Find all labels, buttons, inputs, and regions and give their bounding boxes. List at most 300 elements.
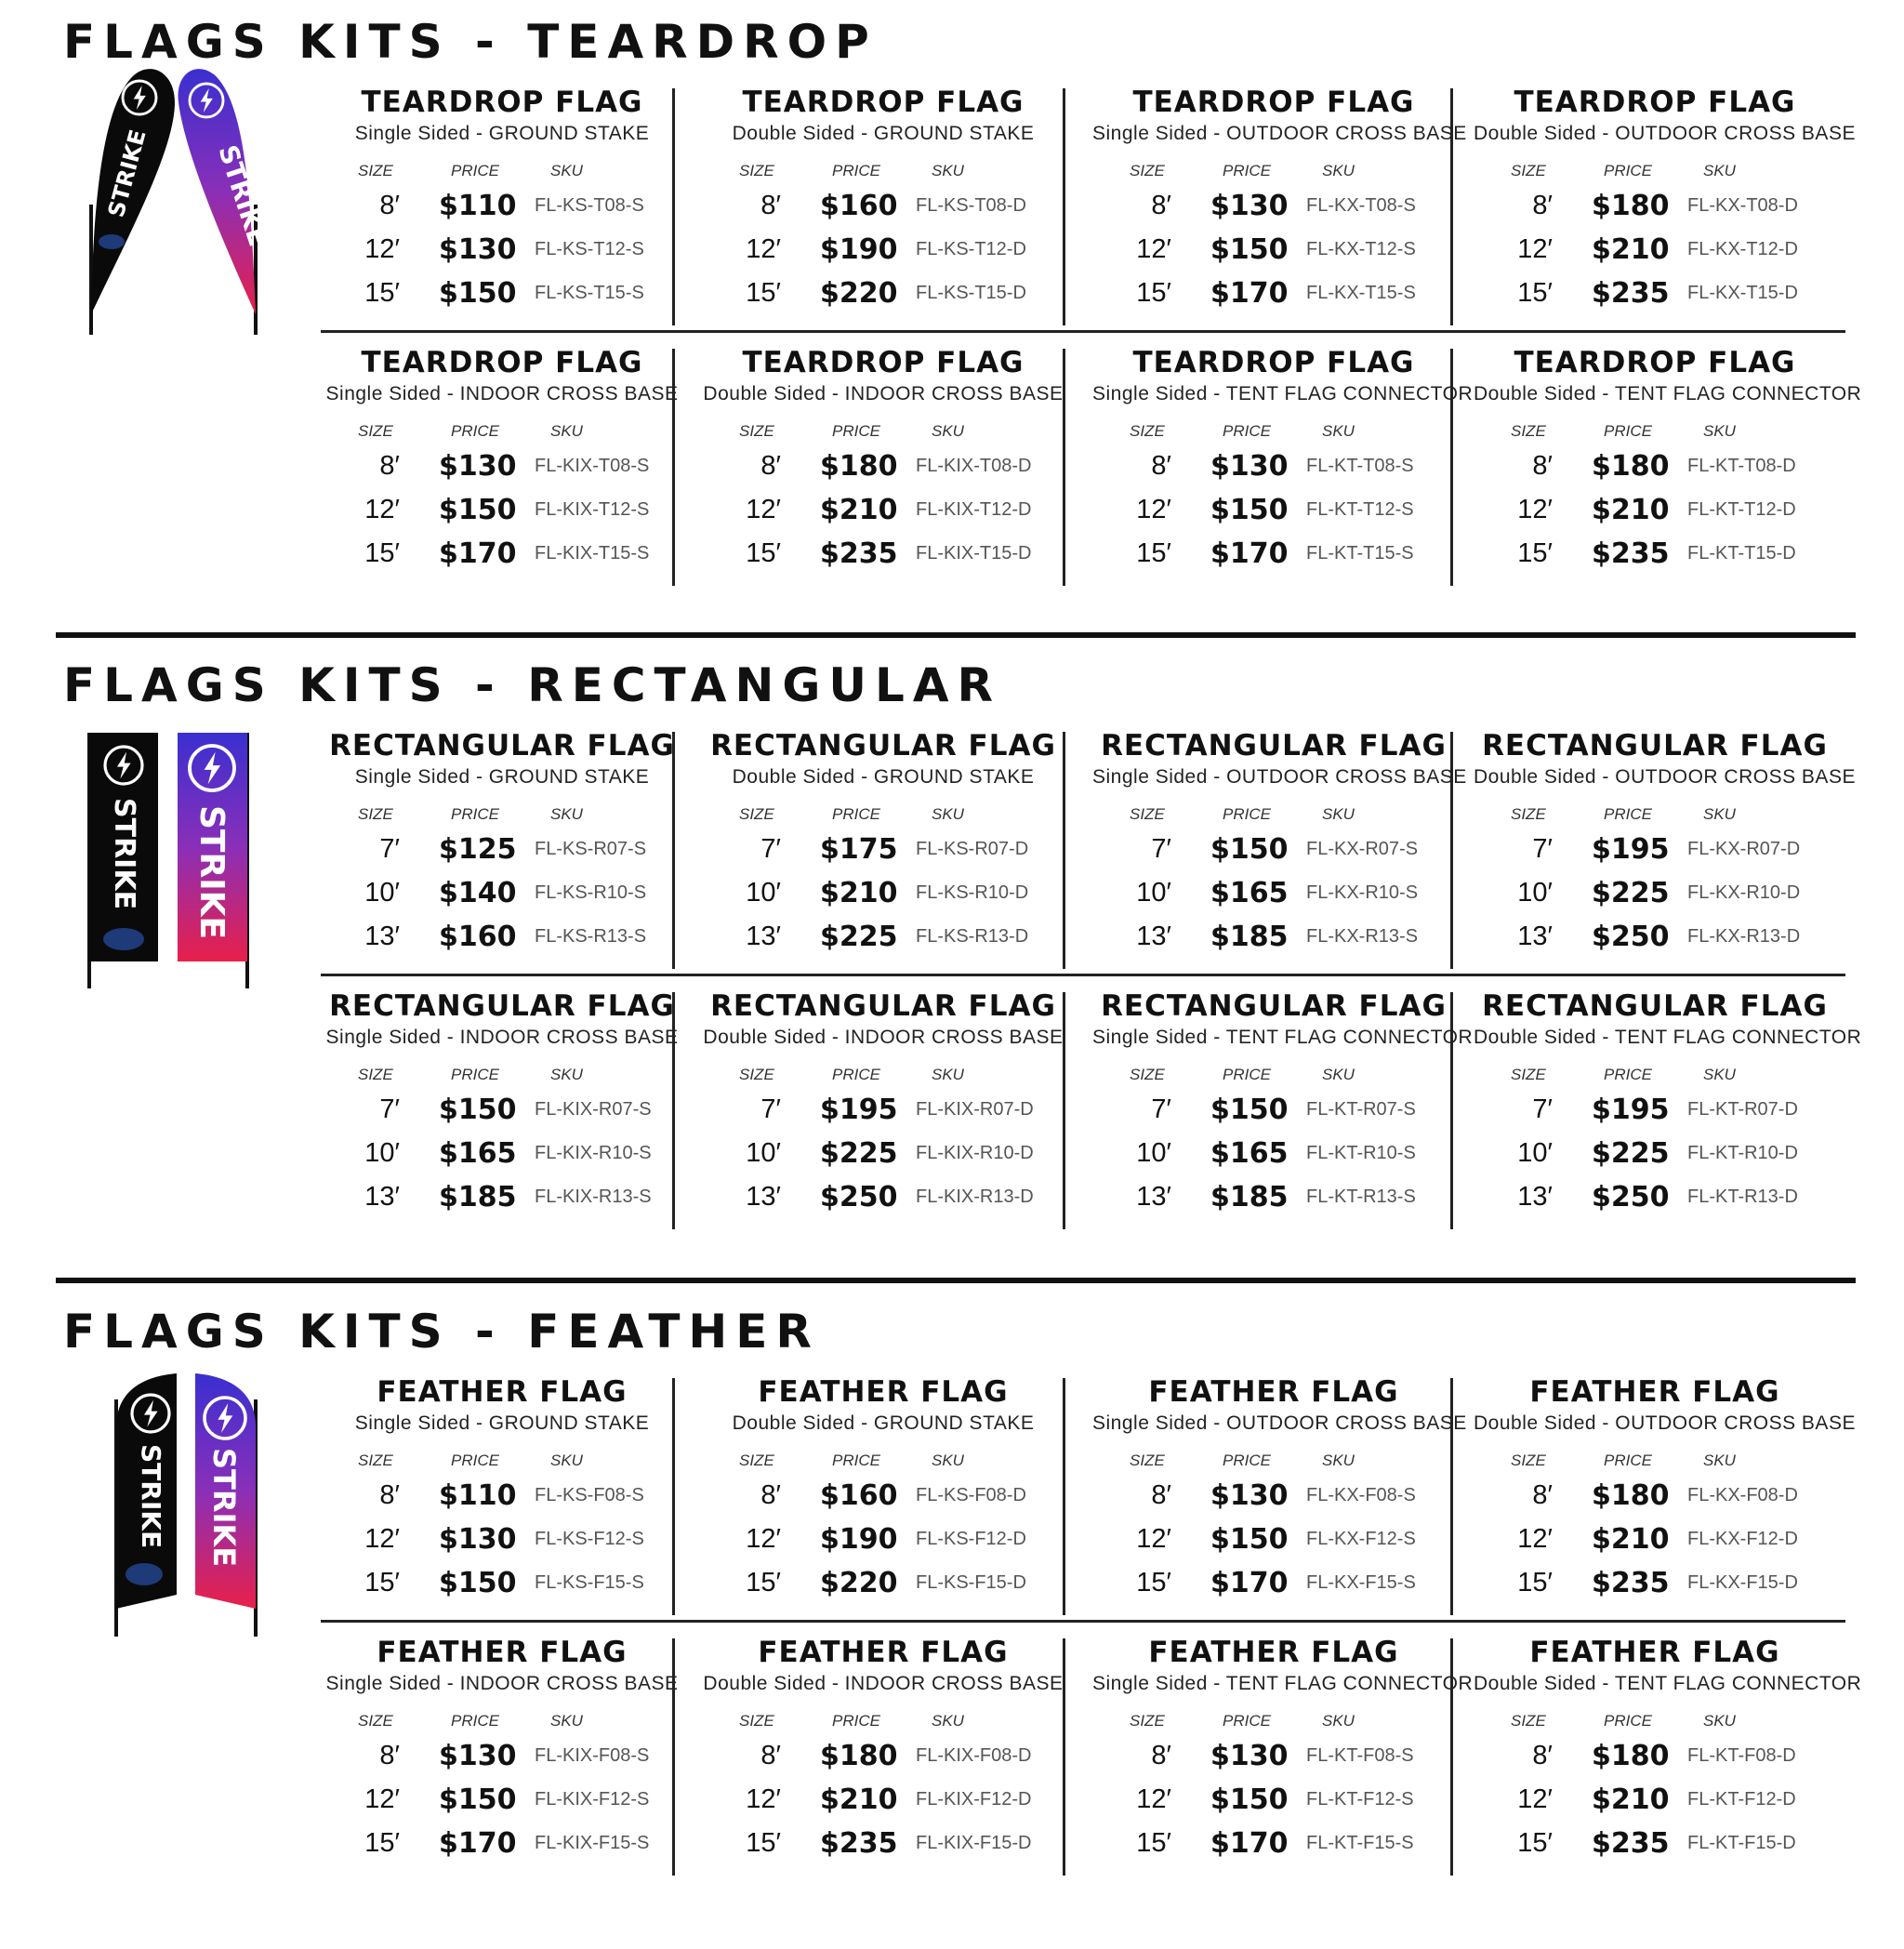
price-value: $130 bbox=[1210, 450, 1289, 483]
price-header: PRICE bbox=[1223, 805, 1271, 823]
size-value: 12′ bbox=[364, 1524, 400, 1554]
product-subtitle: Double Sided - TENT FLAG CONNECTOR bbox=[1474, 1027, 1862, 1048]
price-line bbox=[702, 1826, 1074, 1869]
price-header: PRICE bbox=[1604, 805, 1652, 823]
product-subtitle: Single Sided - INDOOR CROSS BASE bbox=[325, 1673, 679, 1694]
price-line bbox=[321, 1826, 693, 1869]
product-name: FEATHER FLAG bbox=[1148, 1636, 1399, 1669]
price-line bbox=[321, 449, 693, 492]
sku-value: FL-KT-T08-D bbox=[1687, 456, 1796, 476]
product-name: RECTANGULAR FLAG bbox=[710, 729, 1056, 762]
section-title: FLAGS KITS - FEATHER bbox=[63, 1305, 820, 1359]
badge-icon bbox=[126, 1563, 163, 1585]
sku-value: FL-KX-T15-D bbox=[1687, 283, 1798, 303]
price-line bbox=[702, 1478, 1074, 1521]
rectangular-flags-illustration bbox=[82, 723, 258, 993]
price-line bbox=[702, 832, 1074, 875]
size-header: SIZE bbox=[1511, 1712, 1546, 1730]
price-value: $235 bbox=[1592, 277, 1670, 310]
row-separator bbox=[321, 1620, 1845, 1623]
price-value: $195 bbox=[1592, 1094, 1670, 1126]
sku-value: FL-KT-F12-D bbox=[1687, 1789, 1796, 1810]
flag-brand-text: STRIKE bbox=[102, 126, 152, 220]
price-value: $170 bbox=[1210, 1827, 1289, 1860]
size-header: SIZE bbox=[1511, 805, 1546, 823]
price-value: $130 bbox=[1210, 1479, 1289, 1512]
size-header: SIZE bbox=[739, 1066, 774, 1083]
product-name: TEARDROP FLAG bbox=[1132, 86, 1415, 119]
price-header: PRICE bbox=[832, 805, 880, 823]
flag-brand-text: STRIKE bbox=[212, 140, 270, 250]
product-card bbox=[321, 989, 702, 1234]
product-subtitle: Single Sided - INDOOR CROSS BASE bbox=[325, 383, 679, 404]
size-value: 8′ bbox=[760, 1741, 781, 1770]
size-value: 15′ bbox=[1517, 1828, 1553, 1858]
sku-value: FL-KS-T08-D bbox=[916, 195, 1026, 216]
sku-header: SKU bbox=[1703, 1712, 1736, 1730]
flag-brand-text: STRIKE bbox=[206, 1448, 242, 1568]
product-subtitle: Single Sided - OUTDOOR CROSS BASE bbox=[1092, 766, 1467, 788]
size-header: SIZE bbox=[358, 1452, 393, 1469]
price-header: PRICE bbox=[832, 1066, 880, 1083]
size-value: 8′ bbox=[1532, 191, 1553, 220]
product-name: RECTANGULAR FLAG bbox=[329, 989, 675, 1023]
sku-value: FL-KIX-R07-D bbox=[916, 1099, 1034, 1120]
sku-value: FL-KT-R10-S bbox=[1306, 1143, 1416, 1163]
size-header: SIZE bbox=[1130, 162, 1165, 179]
price-value: $210 bbox=[820, 1783, 898, 1816]
product-card bbox=[1092, 346, 1474, 590]
product-row bbox=[321, 989, 1862, 1234]
sku-header: SKU bbox=[1703, 1452, 1736, 1469]
sku-value: FL-KIX-F12-S bbox=[535, 1789, 650, 1810]
price-header: PRICE bbox=[451, 805, 499, 823]
section-divider bbox=[56, 632, 1856, 638]
sku-header: SKU bbox=[550, 162, 583, 179]
price-line bbox=[702, 189, 1074, 232]
price-value: $175 bbox=[820, 833, 898, 866]
size-header: SIZE bbox=[739, 422, 774, 440]
size-value: 12′ bbox=[364, 495, 400, 524]
sku-value: FL-KS-R13-S bbox=[535, 926, 647, 947]
price-header: PRICE bbox=[832, 162, 880, 179]
size-value: 7′ bbox=[1151, 1094, 1171, 1124]
size-value: 8′ bbox=[1151, 451, 1171, 481]
size-value: 10′ bbox=[746, 1138, 781, 1168]
product-card bbox=[1474, 1636, 1862, 1880]
size-value: 15′ bbox=[364, 538, 400, 568]
sku-value: FL-KIX-F15-D bbox=[916, 1833, 1032, 1853]
feather-flags-illustration bbox=[107, 1372, 274, 1641]
sku-value: FL-KIX-F15-S bbox=[535, 1833, 650, 1853]
price-value: $190 bbox=[820, 233, 898, 266]
size-value: 12′ bbox=[1517, 495, 1553, 524]
sku-value: FL-KS-F12-S bbox=[535, 1529, 644, 1549]
price-line bbox=[321, 1093, 693, 1135]
size-value: 15′ bbox=[746, 538, 781, 568]
price-line bbox=[702, 920, 1074, 962]
price-header: PRICE bbox=[1604, 1066, 1652, 1083]
price-value: $210 bbox=[820, 877, 898, 909]
sku-header: SKU bbox=[1703, 805, 1736, 823]
price-value: $150 bbox=[439, 277, 517, 310]
price-line bbox=[1474, 920, 1845, 962]
price-line bbox=[1092, 537, 1464, 579]
sku-value: FL-KT-T12-D bbox=[1687, 499, 1796, 520]
price-value: $130 bbox=[439, 1523, 517, 1556]
section-feather bbox=[0, 1305, 1904, 1922]
sku-header: SKU bbox=[932, 1452, 964, 1469]
size-value: 12′ bbox=[1136, 1524, 1171, 1554]
price-line bbox=[1092, 493, 1464, 536]
price-value: $160 bbox=[820, 1479, 898, 1512]
price-line bbox=[321, 493, 693, 536]
flag-brand-text: STRIKE bbox=[108, 798, 140, 910]
sku-value: FL-KT-T08-S bbox=[1306, 456, 1414, 476]
price-line bbox=[1092, 876, 1464, 919]
price-line bbox=[702, 1180, 1074, 1223]
price-line bbox=[1092, 832, 1464, 875]
price-line bbox=[702, 1739, 1074, 1782]
product-card bbox=[1092, 1638, 1474, 1880]
price-value: $150 bbox=[439, 1567, 517, 1599]
sku-header: SKU bbox=[1322, 805, 1355, 823]
sku-value: FL-KX-R10-D bbox=[1687, 882, 1801, 903]
sku-value: FL-KS-R07-S bbox=[535, 839, 647, 859]
price-line bbox=[1474, 493, 1845, 536]
product-name: RECTANGULAR FLAG bbox=[1101, 989, 1447, 1023]
sku-value: FL-KS-F12-D bbox=[916, 1529, 1026, 1549]
price-value: $150 bbox=[1210, 833, 1289, 866]
size-value: 10′ bbox=[364, 1138, 400, 1168]
size-value: 10′ bbox=[364, 878, 400, 908]
product-row bbox=[321, 346, 1862, 590]
price-line bbox=[1474, 232, 1845, 275]
price-value: $165 bbox=[1210, 1137, 1289, 1170]
sku-value: FL-KX-R07-D bbox=[1687, 839, 1801, 859]
product-subtitle: Double Sided - INDOOR CROSS BASE bbox=[703, 1673, 1064, 1694]
teardrop-flags-illustration bbox=[65, 65, 270, 335]
price-line bbox=[321, 1522, 693, 1565]
price-value: $250 bbox=[820, 1181, 898, 1213]
sku-value: FL-KIX-T12-D bbox=[916, 499, 1032, 520]
size-value: 7′ bbox=[760, 1094, 781, 1124]
size-value: 15′ bbox=[1136, 1568, 1171, 1598]
price-line bbox=[321, 832, 693, 875]
sku-value: FL-KIX-R10-S bbox=[535, 1143, 652, 1163]
price-header: PRICE bbox=[1223, 162, 1271, 179]
price-value: $180 bbox=[1592, 1740, 1670, 1772]
price-value: $110 bbox=[439, 190, 517, 222]
product-card bbox=[702, 729, 1083, 974]
product-card bbox=[702, 88, 1083, 330]
size-header: SIZE bbox=[1130, 805, 1165, 823]
price-line bbox=[702, 1566, 1074, 1609]
price-header: PRICE bbox=[1604, 162, 1652, 179]
price-line bbox=[702, 537, 1074, 579]
price-line bbox=[702, 1093, 1074, 1135]
price-line bbox=[1092, 1136, 1464, 1179]
price-header: PRICE bbox=[1223, 1712, 1271, 1730]
sku-value: FL-KIX-R10-D bbox=[916, 1143, 1034, 1163]
sku-value: FL-KIX-R07-S bbox=[535, 1099, 652, 1120]
product-card bbox=[702, 1638, 1083, 1880]
sku-header: SKU bbox=[1322, 1452, 1355, 1469]
price-line bbox=[1092, 1826, 1464, 1869]
size-value: 8′ bbox=[379, 451, 400, 481]
size-value: 12′ bbox=[1517, 234, 1553, 264]
price-header: PRICE bbox=[1223, 1452, 1271, 1469]
price-value: $130 bbox=[439, 1740, 517, 1772]
row-separator bbox=[321, 330, 1845, 333]
product-subtitle: Double Sided - GROUND STAKE bbox=[732, 766, 1035, 788]
size-value: 10′ bbox=[1517, 878, 1553, 908]
sku-header: SKU bbox=[932, 162, 964, 179]
product-card bbox=[321, 346, 702, 590]
size-value: 15′ bbox=[746, 278, 781, 308]
price-value: $210 bbox=[1592, 494, 1670, 526]
price-header: PRICE bbox=[1223, 422, 1271, 440]
price-value: $130 bbox=[439, 233, 517, 266]
price-line bbox=[1092, 920, 1464, 962]
size-value: 15′ bbox=[1136, 1828, 1171, 1858]
price-header: PRICE bbox=[451, 422, 499, 440]
price-line bbox=[1092, 1522, 1464, 1565]
size-header: SIZE bbox=[739, 805, 774, 823]
price-value: $210 bbox=[820, 494, 898, 526]
sku-value: FL-KT-R10-D bbox=[1687, 1143, 1798, 1163]
price-line bbox=[1474, 1739, 1845, 1782]
product-card bbox=[1474, 88, 1855, 330]
price-line bbox=[1474, 1180, 1845, 1223]
price-line bbox=[1474, 832, 1845, 875]
price-value: $125 bbox=[439, 833, 517, 866]
size-value: 15′ bbox=[746, 1828, 781, 1858]
product-name: FEATHER FLAG bbox=[758, 1375, 1009, 1409]
price-line bbox=[321, 1783, 693, 1825]
sku-value: FL-KIX-F12-D bbox=[916, 1789, 1032, 1810]
product-row bbox=[321, 729, 1856, 974]
product-card bbox=[321, 88, 702, 330]
price-header: PRICE bbox=[832, 422, 880, 440]
size-value: 8′ bbox=[760, 451, 781, 481]
sku-header: SKU bbox=[1322, 1066, 1355, 1083]
price-header: PRICE bbox=[451, 162, 499, 179]
price-line bbox=[1474, 1093, 1845, 1135]
price-line bbox=[1474, 1783, 1845, 1825]
price-value: $210 bbox=[1592, 1523, 1670, 1556]
product-subtitle: Single Sided - OUTDOOR CROSS BASE bbox=[1092, 123, 1467, 144]
price-line bbox=[1474, 1522, 1845, 1565]
sku-value: FL-KT-F08-D bbox=[1687, 1745, 1796, 1766]
product-name: TEARDROP FLAG bbox=[1514, 346, 1796, 379]
sku-header: SKU bbox=[1703, 1066, 1736, 1083]
size-header: SIZE bbox=[358, 1066, 393, 1083]
sku-value: FL-KIX-R13-D bbox=[916, 1187, 1034, 1207]
sku-value: FL-KX-T08-D bbox=[1687, 195, 1798, 216]
price-value: $150 bbox=[1210, 1523, 1289, 1556]
size-value: 8′ bbox=[1532, 451, 1553, 481]
price-value: $225 bbox=[820, 1137, 898, 1170]
size-value: 12′ bbox=[1136, 1784, 1171, 1814]
sku-header: SKU bbox=[550, 1712, 583, 1730]
product-name: RECTANGULAR FLAG bbox=[329, 729, 675, 762]
sku-value: FL-KX-F15-S bbox=[1306, 1572, 1416, 1593]
sku-value: FL-KT-R07-S bbox=[1306, 1099, 1416, 1120]
price-value: $190 bbox=[820, 1523, 898, 1556]
product-subtitle: Single Sided - GROUND STAKE bbox=[354, 766, 650, 788]
sku-value: FL-KX-F15-D bbox=[1687, 1572, 1798, 1593]
sku-value: FL-KIX-T08-S bbox=[535, 456, 650, 476]
product-name: RECTANGULAR FLAG bbox=[1482, 729, 1828, 762]
price-value: $210 bbox=[1592, 1783, 1670, 1816]
sku-value: FL-KIX-T15-S bbox=[535, 543, 650, 563]
price-line bbox=[702, 1783, 1074, 1825]
sku-value: FL-KT-T15-D bbox=[1687, 543, 1796, 563]
size-value: 7′ bbox=[1151, 834, 1171, 864]
size-value: 12′ bbox=[1136, 495, 1171, 524]
size-value: 8′ bbox=[760, 191, 781, 220]
price-value: $180 bbox=[820, 1740, 898, 1772]
price-line bbox=[702, 276, 1074, 319]
sku-value: FL-KX-T12-S bbox=[1306, 239, 1416, 259]
price-line bbox=[1474, 1826, 1845, 1869]
product-subtitle: Single Sided - TENT FLAG CONNECTOR bbox=[1092, 383, 1474, 404]
price-line bbox=[1092, 1478, 1464, 1521]
sku-header: SKU bbox=[932, 422, 964, 440]
product-name: FEATHER FLAG bbox=[377, 1636, 628, 1669]
price-line bbox=[1092, 1093, 1464, 1135]
product-card bbox=[1092, 88, 1474, 330]
size-value: 13′ bbox=[1136, 921, 1171, 951]
size-value: 7′ bbox=[760, 834, 781, 864]
price-line bbox=[702, 1136, 1074, 1179]
price-value: $210 bbox=[1592, 233, 1670, 266]
size-value: 12′ bbox=[746, 1524, 781, 1554]
size-value: 8′ bbox=[1532, 1741, 1553, 1770]
sku-value: FL-KX-F08-S bbox=[1306, 1485, 1416, 1505]
price-line bbox=[1474, 537, 1845, 579]
section-rect bbox=[0, 658, 1904, 1276]
sku-value: FL-KIX-F08-S bbox=[535, 1745, 650, 1766]
price-value: $225 bbox=[820, 921, 898, 953]
price-value: $170 bbox=[1210, 537, 1289, 570]
sku-value: FL-KS-T08-S bbox=[535, 195, 644, 216]
sku-value: FL-KT-F15-S bbox=[1306, 1833, 1414, 1853]
sku-value: FL-KS-R07-D bbox=[916, 839, 1029, 859]
sku-value: FL-KT-R07-D bbox=[1687, 1099, 1798, 1120]
sku-value: FL-KX-R13-D bbox=[1687, 926, 1801, 947]
size-header: SIZE bbox=[358, 1712, 393, 1730]
product-card bbox=[321, 729, 702, 974]
sku-value: FL-KX-R13-S bbox=[1306, 926, 1419, 947]
price-line bbox=[1474, 1136, 1845, 1179]
size-value: 7′ bbox=[1532, 1094, 1553, 1124]
price-line bbox=[1092, 1566, 1464, 1609]
price-line bbox=[1092, 232, 1464, 275]
size-value: 7′ bbox=[379, 834, 400, 864]
sku-value: FL-KIX-T08-D bbox=[916, 456, 1032, 476]
price-value: $180 bbox=[820, 450, 898, 483]
product-name: TEARDROP FLAG bbox=[361, 346, 643, 379]
size-value: 8′ bbox=[1151, 1480, 1171, 1510]
price-value: $130 bbox=[1210, 1740, 1289, 1772]
sku-header: SKU bbox=[932, 1712, 964, 1730]
product-card bbox=[1474, 346, 1862, 590]
product-row bbox=[321, 1636, 1862, 1880]
price-line bbox=[702, 493, 1074, 536]
size-value: 10′ bbox=[1136, 1138, 1171, 1168]
price-line bbox=[1092, 1783, 1464, 1825]
price-value: $235 bbox=[1592, 537, 1670, 570]
sku-value: FL-KS-T12-D bbox=[916, 239, 1026, 259]
price-value: $170 bbox=[439, 537, 517, 570]
sku-value: FL-KT-R13-S bbox=[1306, 1187, 1416, 1207]
size-value: 15′ bbox=[1517, 278, 1553, 308]
price-line bbox=[1474, 189, 1845, 232]
size-value: 15′ bbox=[746, 1568, 781, 1598]
section-title: FLAGS KITS - RECTANGULAR bbox=[63, 658, 1002, 712]
product-card bbox=[321, 1638, 702, 1880]
product-card bbox=[321, 1375, 702, 1620]
price-value: $235 bbox=[1592, 1567, 1670, 1599]
price-header: PRICE bbox=[451, 1712, 499, 1730]
price-value: $150 bbox=[1210, 1783, 1289, 1816]
product-card bbox=[702, 346, 1083, 590]
price-value: $165 bbox=[439, 1137, 517, 1170]
sku-value: FL-KS-R10-S bbox=[535, 882, 647, 903]
product-card bbox=[1092, 989, 1474, 1234]
size-header: SIZE bbox=[1511, 1452, 1546, 1469]
size-header: SIZE bbox=[739, 1452, 774, 1469]
price-value: $150 bbox=[1210, 494, 1289, 526]
size-value: 8′ bbox=[1532, 1480, 1553, 1510]
product-subtitle: Double Sided - GROUND STAKE bbox=[732, 123, 1035, 144]
badge-icon bbox=[103, 928, 144, 950]
price-header: PRICE bbox=[451, 1066, 499, 1083]
product-name: FEATHER FLAG bbox=[758, 1636, 1009, 1669]
price-line bbox=[1474, 449, 1845, 492]
size-value: 15′ bbox=[1136, 538, 1171, 568]
price-value: $225 bbox=[1592, 877, 1670, 909]
sku-value: FL-KS-F15-D bbox=[916, 1572, 1026, 1593]
product-name: RECTANGULAR FLAG bbox=[710, 989, 1056, 1023]
price-value: $110 bbox=[439, 1479, 517, 1512]
price-line bbox=[321, 876, 693, 919]
price-line bbox=[1092, 1739, 1464, 1782]
sku-value: FL-KX-F12-D bbox=[1687, 1529, 1798, 1549]
price-value: $150 bbox=[439, 1783, 517, 1816]
size-value: 12′ bbox=[1517, 1524, 1553, 1554]
product-name: TEARDROP FLAG bbox=[742, 86, 1025, 119]
product-subtitle: Single Sided - INDOOR CROSS BASE bbox=[325, 1027, 679, 1048]
size-value: 15′ bbox=[1517, 1568, 1553, 1598]
price-value: $140 bbox=[439, 877, 517, 909]
price-header: PRICE bbox=[832, 1452, 880, 1469]
size-value: 12′ bbox=[1517, 1784, 1553, 1814]
size-value: 7′ bbox=[379, 1094, 400, 1124]
price-value: $195 bbox=[1592, 833, 1670, 866]
sku-value: FL-KIX-F08-D bbox=[916, 1745, 1032, 1766]
price-header: PRICE bbox=[451, 1452, 499, 1469]
sku-value: FL-KS-F15-S bbox=[535, 1572, 644, 1593]
badge-icon bbox=[99, 234, 125, 249]
price-value: $185 bbox=[439, 1181, 517, 1213]
product-name: TEARDROP FLAG bbox=[742, 346, 1025, 379]
price-value: $225 bbox=[1592, 1137, 1670, 1170]
product-name: TEARDROP FLAG bbox=[1132, 346, 1415, 379]
price-line bbox=[1474, 276, 1845, 319]
